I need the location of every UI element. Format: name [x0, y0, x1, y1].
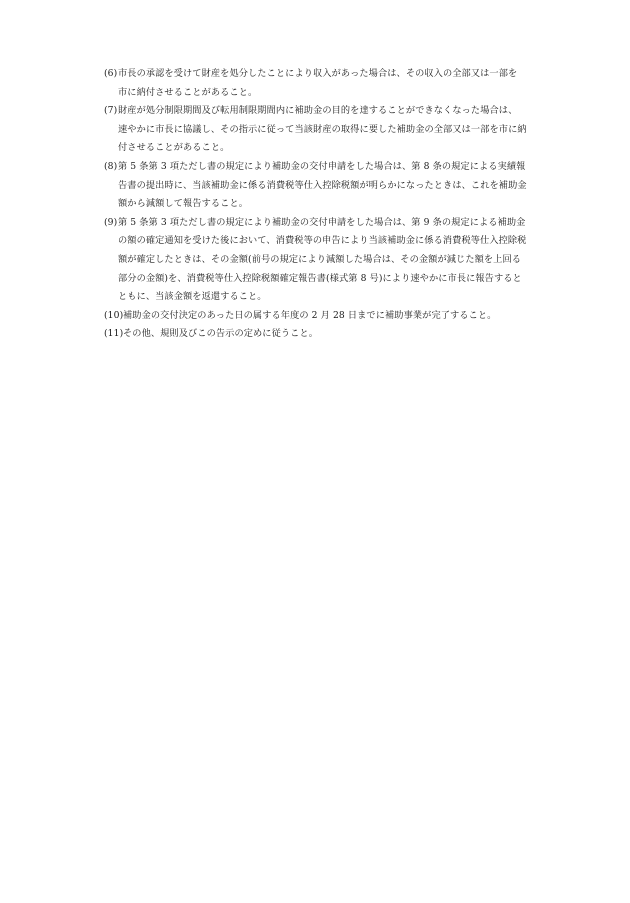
clause-number: (6)	[104, 68, 118, 79]
clause-number: (8)	[104, 160, 118, 172]
clause-line: 速やかに市長に協議し、その指示に従って当該財産の取得に要した補助金の全部又は一部を市に納	[118, 123, 527, 135]
clause-7	[104, 102, 564, 158]
clause-line: 市長の承認を受けて財産を処分したことにより収入があった場合は、その収入の全部又は一部を	[118, 68, 518, 79]
clause-line: 額が確定したときは、その金額(前号の規定により減額した場合は、その金額が減じた額を上回る	[118, 253, 522, 265]
clause-line: の額の確定通知を受けた後において、消費税等の申告により当該補助金に係る消費税等仕入控除税	[118, 235, 527, 247]
clause-10	[104, 307, 564, 326]
clause-number: (11)	[104, 328, 124, 340]
clause-text	[123, 307, 564, 326]
clause-line: 告書の提出時に、当該補助金に係る消費税等仕入控除税額が明らかになったときは、これを補助金	[118, 179, 527, 191]
clause-text	[118, 102, 564, 158]
clause-line: 市に納付させることがあること。	[118, 86, 258, 98]
clause-line: 付させることがあること。	[118, 142, 230, 154]
clause-number: (7)	[104, 105, 118, 117]
clause-text	[118, 65, 564, 102]
clause-6	[104, 65, 564, 102]
clause-list	[104, 65, 564, 344]
clause-text	[123, 325, 564, 344]
clause-11	[104, 325, 564, 344]
clause-line: その他、規則及びこの告示の定めに従うこと。	[123, 328, 319, 340]
clause-9	[104, 214, 564, 307]
clause-line: 財産が処分制限期間及び転用制限期間内に補助金の目的を達することができなくなった場合は、	[118, 105, 518, 117]
clause-line: 補助金の交付決定のあった日の属する年度の 2 月 28 日までに補助事業が完了すること。	[123, 309, 497, 321]
clause-number: (10)	[104, 309, 124, 321]
clause-8	[104, 158, 564, 214]
clause-line: 額から減額して報告すること。	[118, 198, 249, 210]
clause-number: (9)	[104, 216, 118, 228]
clause-text	[118, 214, 564, 307]
clause-text	[118, 158, 564, 214]
clause-line: 第 5 条第 3 項ただし書の規定により補助金の交付申請をした場合は、第 9 条の規定による補助金	[118, 216, 526, 228]
clause-line: ともに、当該金額を返還すること。	[118, 291, 267, 303]
clause-line: 部分の金額)を、消費税等仕入控除税額確定報告書(様式第 8 号)により速やかに市長に報告すると	[118, 272, 522, 284]
clause-line: 第 5 条第 3 項ただし書の規定により補助金の交付申請をした場合は、第 8 条の規定による実績報	[118, 160, 526, 172]
